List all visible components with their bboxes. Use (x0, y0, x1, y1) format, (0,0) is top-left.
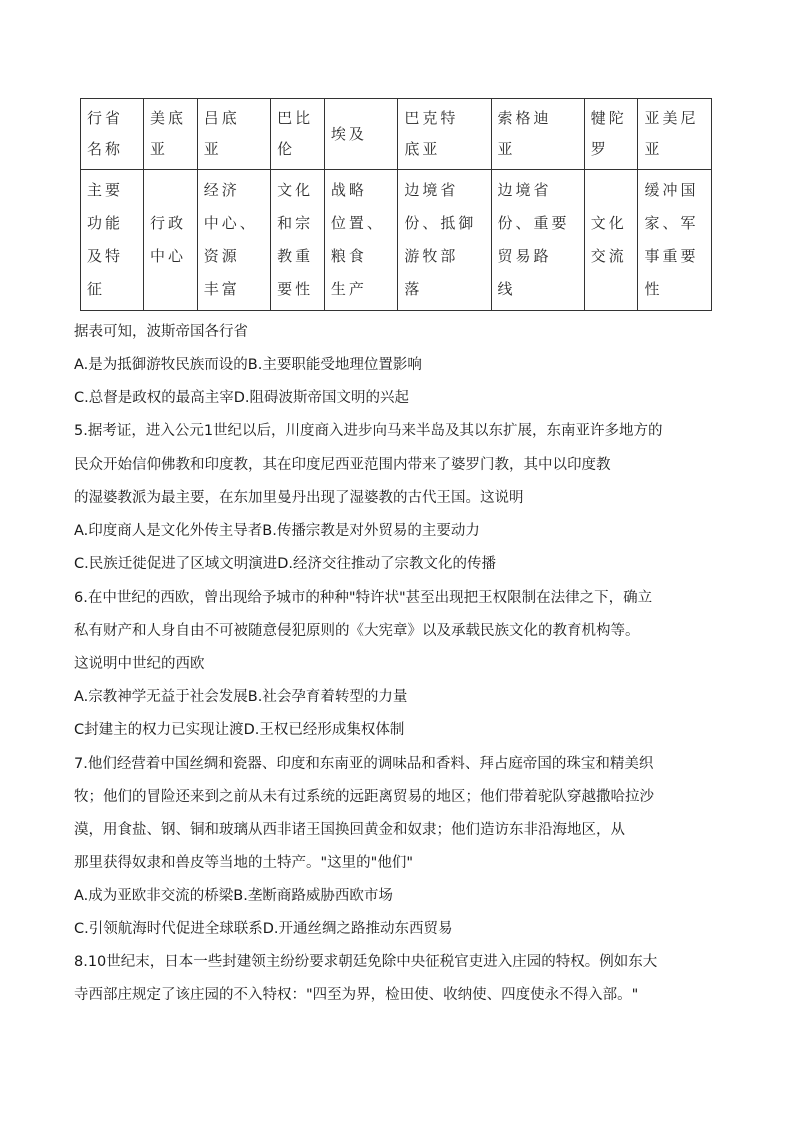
option-line: A.印度商人是文化外传主导者B.传播宗教是对外贸易的主要动力 (74, 523, 480, 539)
function-sogdiana: 边境省 份、重要 贸易路 线 (497, 181, 570, 298)
function-egypt: 战略 位置、 粮食 生产 (330, 181, 385, 298)
question-text: 民众开始信仰佛教和印度教，其在印度尼西亚范围内带来了婆罗门教，其中以印度教 (74, 457, 611, 473)
table-cell (491, 99, 584, 170)
table-cell (81, 170, 144, 311)
row-label-main-function: 主要 功能 及特 征 (87, 181, 124, 298)
province-table-container (80, 98, 712, 304)
question-text: 6.在中世纪的西欧，曾出现给予城市的种种"特许状"甚至出现把王权限制在法律之下，确立 (74, 590, 653, 606)
option-line: C.总督是政权的最高主宰D.阻碍波斯帝国文明的兴起 (74, 390, 410, 406)
question-text: 5.据考证，进入公元1世纪以后，川度商入进步向马来半岛及其以东扩展，东南亚许多地方的 (74, 423, 663, 439)
question-text: 的湿婆教派为最主要，在东加里曼丹出现了湿婆教的古代王国。这说明 (74, 490, 524, 506)
function-bactria: 边境省 份、抵御 游牧部 落 (404, 181, 477, 298)
table-cell (584, 170, 638, 311)
table-cell (324, 170, 397, 311)
question-text: 7.他们经营着中国丝绸和瓷器、印度和东南亚的调味品和香料、拜占庭帝国的珠宝和精美织 (74, 756, 654, 772)
table-cell (271, 99, 325, 170)
option-line: A.成为亚欧非交流的桥梁B.垄断商路威胁西欧市场 (74, 888, 393, 904)
question-text: 寺西部庄规定了该庄园的不入特权："四至为界，检田使、收纳使、四度使永不得入部。" (74, 987, 639, 1003)
option-line: A.宗教神学无益于社会发展B.社会孕育着转型的力量 (74, 689, 408, 705)
question-text: 牧；他们的冒险还来到之前从未有过系统的远距离贸易的地区；他们带着驼队穿越撒哈拉沙 (74, 789, 654, 805)
header-armenia: 亚美尼 亚 (644, 109, 699, 158)
table-cell (398, 170, 491, 311)
table-cell (324, 99, 397, 170)
table-cell (197, 99, 270, 170)
function-babylon: 文化 和宗 教重 要性 (277, 181, 314, 298)
table-cell (398, 99, 491, 170)
function-gandhara: 文化 交流 (590, 214, 627, 265)
question-text: 私有财产和人身自由不可被随意侵犯原则的《大宪章》以及承载民族文化的教育机构等。 (74, 623, 640, 639)
header-sogdiana: 索格迪 亚 (497, 109, 552, 158)
province-table (80, 98, 712, 311)
question-text: 这说明中世纪的西欧 (74, 656, 205, 672)
option-line: C.引领航海时代促进全球联系D.开通丝绸之路推动东西贸易 (74, 921, 453, 937)
table-cell (81, 99, 144, 170)
table-cell (144, 99, 198, 170)
header-media: 美底 亚 (150, 109, 187, 158)
header-gandhara: 犍陀 罗 (590, 109, 627, 158)
question-stem: 据表可知，波斯帝国各行省 (74, 324, 248, 340)
option-line: C封建主的权力已实现让渡D.王权已经形成集权体制 (74, 722, 405, 738)
table-cell (491, 170, 584, 311)
header-babylon: 巴比 伦 (277, 109, 314, 158)
function-media: 行政 中心 (150, 214, 187, 265)
question-text: 那里获得奴隶和兽皮等当地的土特产。"这里的"他们" (74, 855, 414, 871)
table-cell (197, 170, 270, 311)
table-body-row (81, 170, 712, 311)
function-armenia: 缓冲国 家、军 事重要 性 (644, 181, 699, 298)
question-text: 8.10世纪末，日本一些封建领主纷纷要求朝廷免除中央征税官吏进入庄园的特权。例如东大 (74, 954, 658, 970)
table-cell (638, 99, 712, 170)
option-line: A.是为抵御游牧民族而设的B.主要职能受地理位置影响 (74, 357, 422, 373)
table-cell (144, 170, 198, 311)
question-text: 漠，用食盐、钢、铜和玻璃从西非诸王国换回黄金和奴隶；他们造访东非沿海地区，从 (74, 822, 625, 838)
header-bactria: 巴克特 底亚 (404, 109, 459, 158)
table-header-row (81, 99, 712, 170)
header-lydia: 吕底 亚 (203, 109, 240, 158)
function-lydia: 经济 中心、 资源 丰富 (203, 181, 258, 298)
option-line: C.民族迁徙促进了区域文明演进D.经济交往推动了宗教文化的传播 (74, 556, 497, 572)
header-egypt: 埃及 (330, 124, 367, 143)
header-label-province-name: 行省 名称 (87, 109, 124, 158)
table-cell (584, 99, 638, 170)
table-cell (271, 170, 325, 311)
table-cell (638, 170, 712, 311)
